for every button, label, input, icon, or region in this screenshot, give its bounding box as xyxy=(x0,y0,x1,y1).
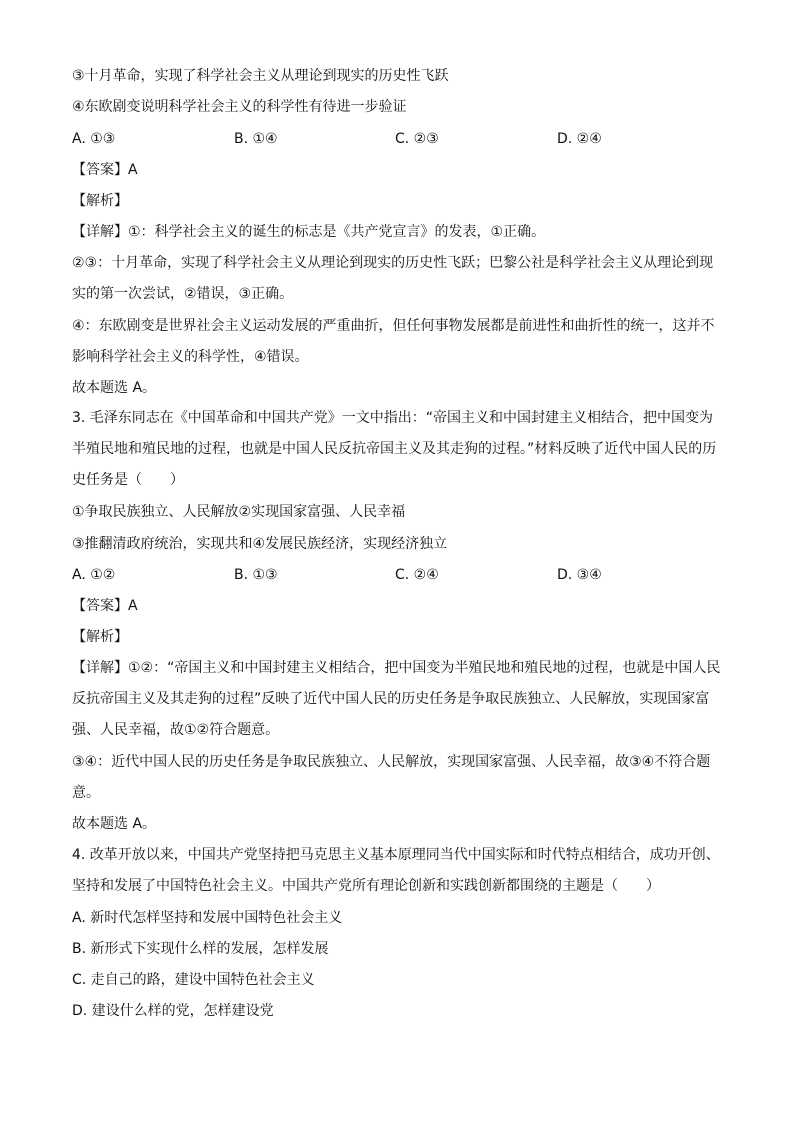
q2-option-a: A. ①③ xyxy=(72,131,116,147)
q2-analysis-heading: 【解析】 xyxy=(72,193,128,209)
q4-option-a: A. 新时代怎样坚持和发展中国特色社会主义 xyxy=(72,910,343,926)
q3-conclusion: 故本题选 A。 xyxy=(72,816,157,832)
q3-answer: 【答案】A xyxy=(72,598,138,614)
q3-detail-2: ③④：近代中国人民的历史任务是争取民族独立、人民解放，实现国家富强、人民幸福，故③④不符合题意。 xyxy=(72,754,711,801)
q2-option-d: D. ②④ xyxy=(557,131,602,147)
q2-detail-3: ④：东欧剧变是世界社会主义运动发展的严重曲折，但任何事物发展都是前进性和曲折性的统一，这并不影响科学社会主义的科学性，④错误。 xyxy=(72,318,715,365)
q3-option-b: B. ①③ xyxy=(234,567,278,583)
q3-items-1-2: ①争取民族独立、人民解放②实现国家富强、人民幸福 xyxy=(72,504,406,520)
q2-detail-2: ②③：十月革命，实现了科学社会主义从理论到现实的历史性飞跃；巴黎公社是科学社会主义从理论到现实的第一次尝试，②错误，③正确。 xyxy=(72,255,714,302)
q3-option-d: D. ③④ xyxy=(557,567,602,583)
q2-item-4: ④东欧剧变说明科学社会主义的科学性有待进一步验证 xyxy=(72,99,407,115)
q2-options xyxy=(72,129,722,149)
q3-stem: 3. 毛泽东同志在《中国革命和中国共产党》一文中指出：“帝国主义和中国封建主义相结合，把中国变为半殖民地和殖民地的过程，也就是中国人民反抗帝国主义及其走狗的过程。”材料反映了近代中国人民的历史任务是（ ） xyxy=(72,410,717,488)
q3-options xyxy=(72,565,722,585)
q2-conclusion: 故本题选 A。 xyxy=(72,380,157,396)
q3-items-3-4: ③推翻清政府统治，实现共和④发展民族经济，实现经济独立 xyxy=(72,536,448,552)
q2-option-b: B. ①④ xyxy=(234,131,278,147)
q2-answer: 【答案】A xyxy=(72,162,138,178)
q4-option-d: D. 建设什么样的党，怎样建设党 xyxy=(72,1003,274,1019)
q2-detail-1: 【详解】①：科学社会主义的诞生的标志是《共产党宣言》的发表，①正确。 xyxy=(72,224,546,240)
q3-detail-1: 【详解】①②：“帝国主义和中国封建主义相结合，把中国变为半殖民地和殖民地的过程，也就是中国人民反抗帝国主义及其走狗的过程”反映了近代中国人民的历史任务是争取民族独立、人民解放，实现国家富强、人民幸福，故①②符合题意。 xyxy=(72,660,721,738)
q4-stem: 4. 改革开放以来，中国共产党坚持把马克思主义基本原理同当代中国实际和时代特点相结合，成功开创、坚持和发展了中国特色社会主义。中国共产党所有理论创新和实践创新都围绕的主题是（ ） xyxy=(72,847,720,894)
q3-analysis-heading: 【解析】 xyxy=(72,629,128,645)
q4-option-b: B. 新形式下实现什么样的发展，怎样发展 xyxy=(72,941,329,957)
q3-option-c: C. ②④ xyxy=(395,567,439,583)
q3-option-a: A. ①② xyxy=(72,567,116,583)
q2-item-3: ③十月革命，实现了科学社会主义从理论到现实的历史性飞跃 xyxy=(72,68,449,84)
q4-option-c: C. 走自己的路，建设中国特色社会主义 xyxy=(72,972,315,988)
q2-option-c: C. ②③ xyxy=(395,131,439,147)
